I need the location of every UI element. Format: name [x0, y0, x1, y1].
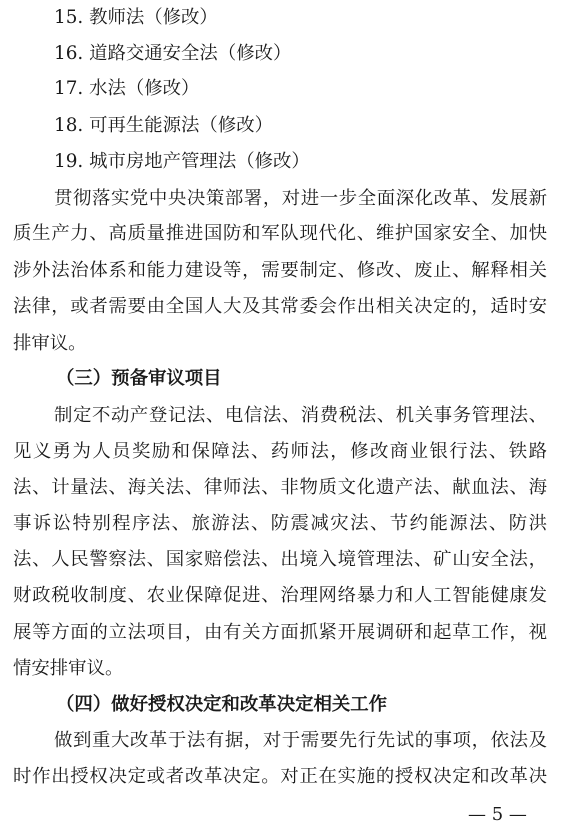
list-item: 18. 可再生能源法（修改）: [54, 115, 273, 136]
paragraph-line: 排审议。: [13, 333, 87, 354]
paragraph-line: 见义勇为人员奖励和保障法、药师法，修改商业银行法、铁路: [13, 441, 547, 462]
list-item: 15. 教师法（修改）: [54, 7, 218, 28]
page-number: — 5 —: [468, 804, 527, 825]
paragraph-line: 做到重大改革于法有据，对于需要先行先试的事项，依法及: [54, 730, 547, 751]
paragraph-line: 法、计量法、海关法、律师法、非物质文化遗产法、献血法、海: [13, 477, 547, 498]
paragraph-line: 质生产力、高质量推进国防和军队现代化、维护国家安全、加快: [13, 223, 547, 244]
paragraph-line: 时作出授权决定或者改革决定。对正在实施的授权决定和改革决: [13, 766, 547, 787]
paragraph-line: 贯彻落实党中央决策部署，对进一步全面深化改革、发展新: [54, 188, 547, 209]
section-heading: （三）预备审议项目: [56, 368, 222, 389]
list-item: 19. 城市房地产管理法（修改）: [54, 151, 310, 172]
paragraph-line: 情安排审议。: [13, 658, 124, 679]
list-item: 16. 道路交通安全法（修改）: [54, 43, 292, 64]
paragraph-line: 制定不动产登记法、电信法、消费税法、机关事务管理法、: [54, 405, 547, 426]
paragraph-line: 涉外法治体系和能力建设等，需要制定、修改、废止、解释相关: [13, 260, 547, 281]
paragraph-line: 法、人民警察法、国家赔偿法、出境入境管理法、矿山安全法，: [13, 549, 547, 570]
section-heading: （四）做好授权决定和改革决定相关工作: [56, 694, 388, 715]
list-item: 17. 水法（修改）: [54, 78, 200, 99]
paragraph-line: 展等方面的立法项目，由有关方面抓紧开展调研和起草工作，视: [13, 622, 547, 643]
paragraph-line: 法律，或者需要由全国人大及其常委会作出相关决定的，适时安: [13, 296, 547, 317]
paragraph-line: 财政税收制度、农业保障促进、治理网络暴力和人工智能健康发: [13, 585, 547, 606]
paragraph-line: 事诉讼特别程序法、旅游法、防震减灾法、节约能源法、防洪: [13, 513, 547, 534]
